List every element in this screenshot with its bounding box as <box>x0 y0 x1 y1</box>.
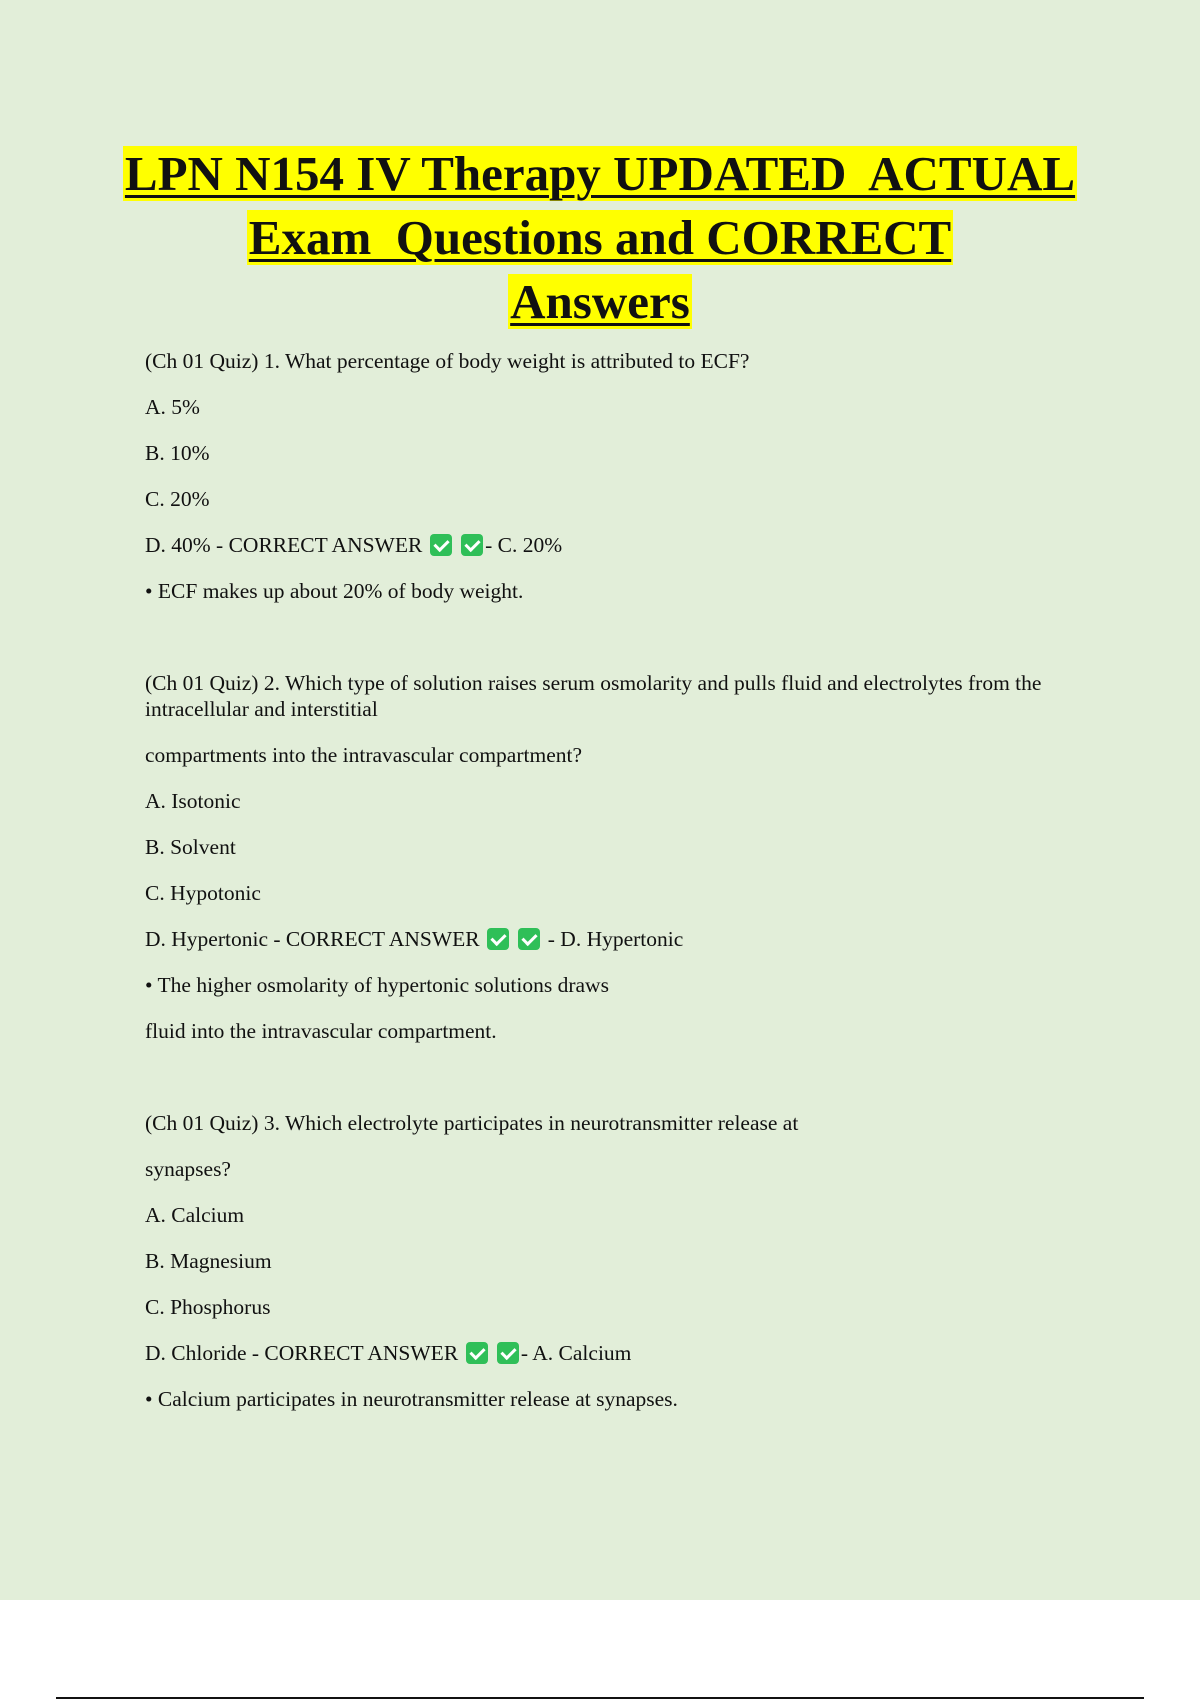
option-c: C. Hypotonic <box>145 881 261 905</box>
explanation: • ECF makes up about 20% of body weight. <box>145 579 524 603</box>
option-b: B. 10% <box>145 441 210 465</box>
question-block-2 <box>145 670 1075 1044</box>
option-d: D. Chloride - CORRECT ANSWER <box>145 1341 459 1365</box>
option-c: C. Phosphorus <box>145 1295 271 1319</box>
question-block-1 <box>145 348 1075 604</box>
explanation: • Calcium participates in neurotransmitter release at synapses. <box>145 1387 678 1411</box>
title-line-2: Exam Questions and CORRECT <box>248 210 952 265</box>
question-prompt-cont: compartments into the intravascular compartment? <box>145 743 583 767</box>
option-a: A. Calcium <box>145 1203 245 1227</box>
check-box-icon <box>466 1342 488 1364</box>
option-c: C. 20% <box>145 487 210 511</box>
option-b: B. Solvent <box>145 835 236 859</box>
explanation-cont: fluid into the intravascular compartment. <box>145 1019 497 1043</box>
check-box-icon <box>487 928 509 950</box>
question-block-3 <box>145 1110 1075 1412</box>
check-box-icon <box>461 534 483 556</box>
check-box-icon <box>430 534 452 556</box>
option-a: A. Isotonic <box>145 789 241 813</box>
correct-answer: - A. Calcium <box>520 1341 632 1365</box>
footer-divider <box>56 1697 1144 1699</box>
option-d: D. 40% - CORRECT ANSWER <box>145 533 423 557</box>
answer-line <box>145 532 1075 558</box>
question-prompt-cont: synapses? <box>145 1157 231 1181</box>
correct-answer: - D. Hypertonic <box>547 927 684 951</box>
option-a: A. 5% <box>145 395 200 419</box>
option-b: B. Magnesium <box>145 1249 272 1273</box>
check-box-icon <box>518 928 540 950</box>
answer-line <box>145 1340 1075 1366</box>
explanation: • The higher osmolarity of hypertonic solutions draws <box>145 973 609 997</box>
option-d: D. Hypertonic - CORRECT ANSWER <box>145 927 480 951</box>
title-line-1: LPN N154 IV Therapy UPDATED ACTUAL <box>124 146 1076 201</box>
correct-answer: - C. 20% <box>485 533 563 557</box>
document-body <box>145 348 1075 1432</box>
check-box-icon <box>497 1342 519 1364</box>
question-prompt: (Ch 01 Quiz) 3. Which electrolyte participates in neurotransmitter release at <box>145 1111 799 1135</box>
question-prompt: (Ch 01 Quiz) 2. Which type of solution raises serum osmolarity and pulls fluid and electrolytes from the intracellular and interstitial <box>145 671 1042 721</box>
title-line-3: Answers <box>510 274 690 329</box>
answer-line <box>145 926 1075 952</box>
question-prompt: (Ch 01 Quiz) 1. What percentage of body weight is attributed to ECF? <box>145 349 750 373</box>
document-title <box>0 142 1200 334</box>
